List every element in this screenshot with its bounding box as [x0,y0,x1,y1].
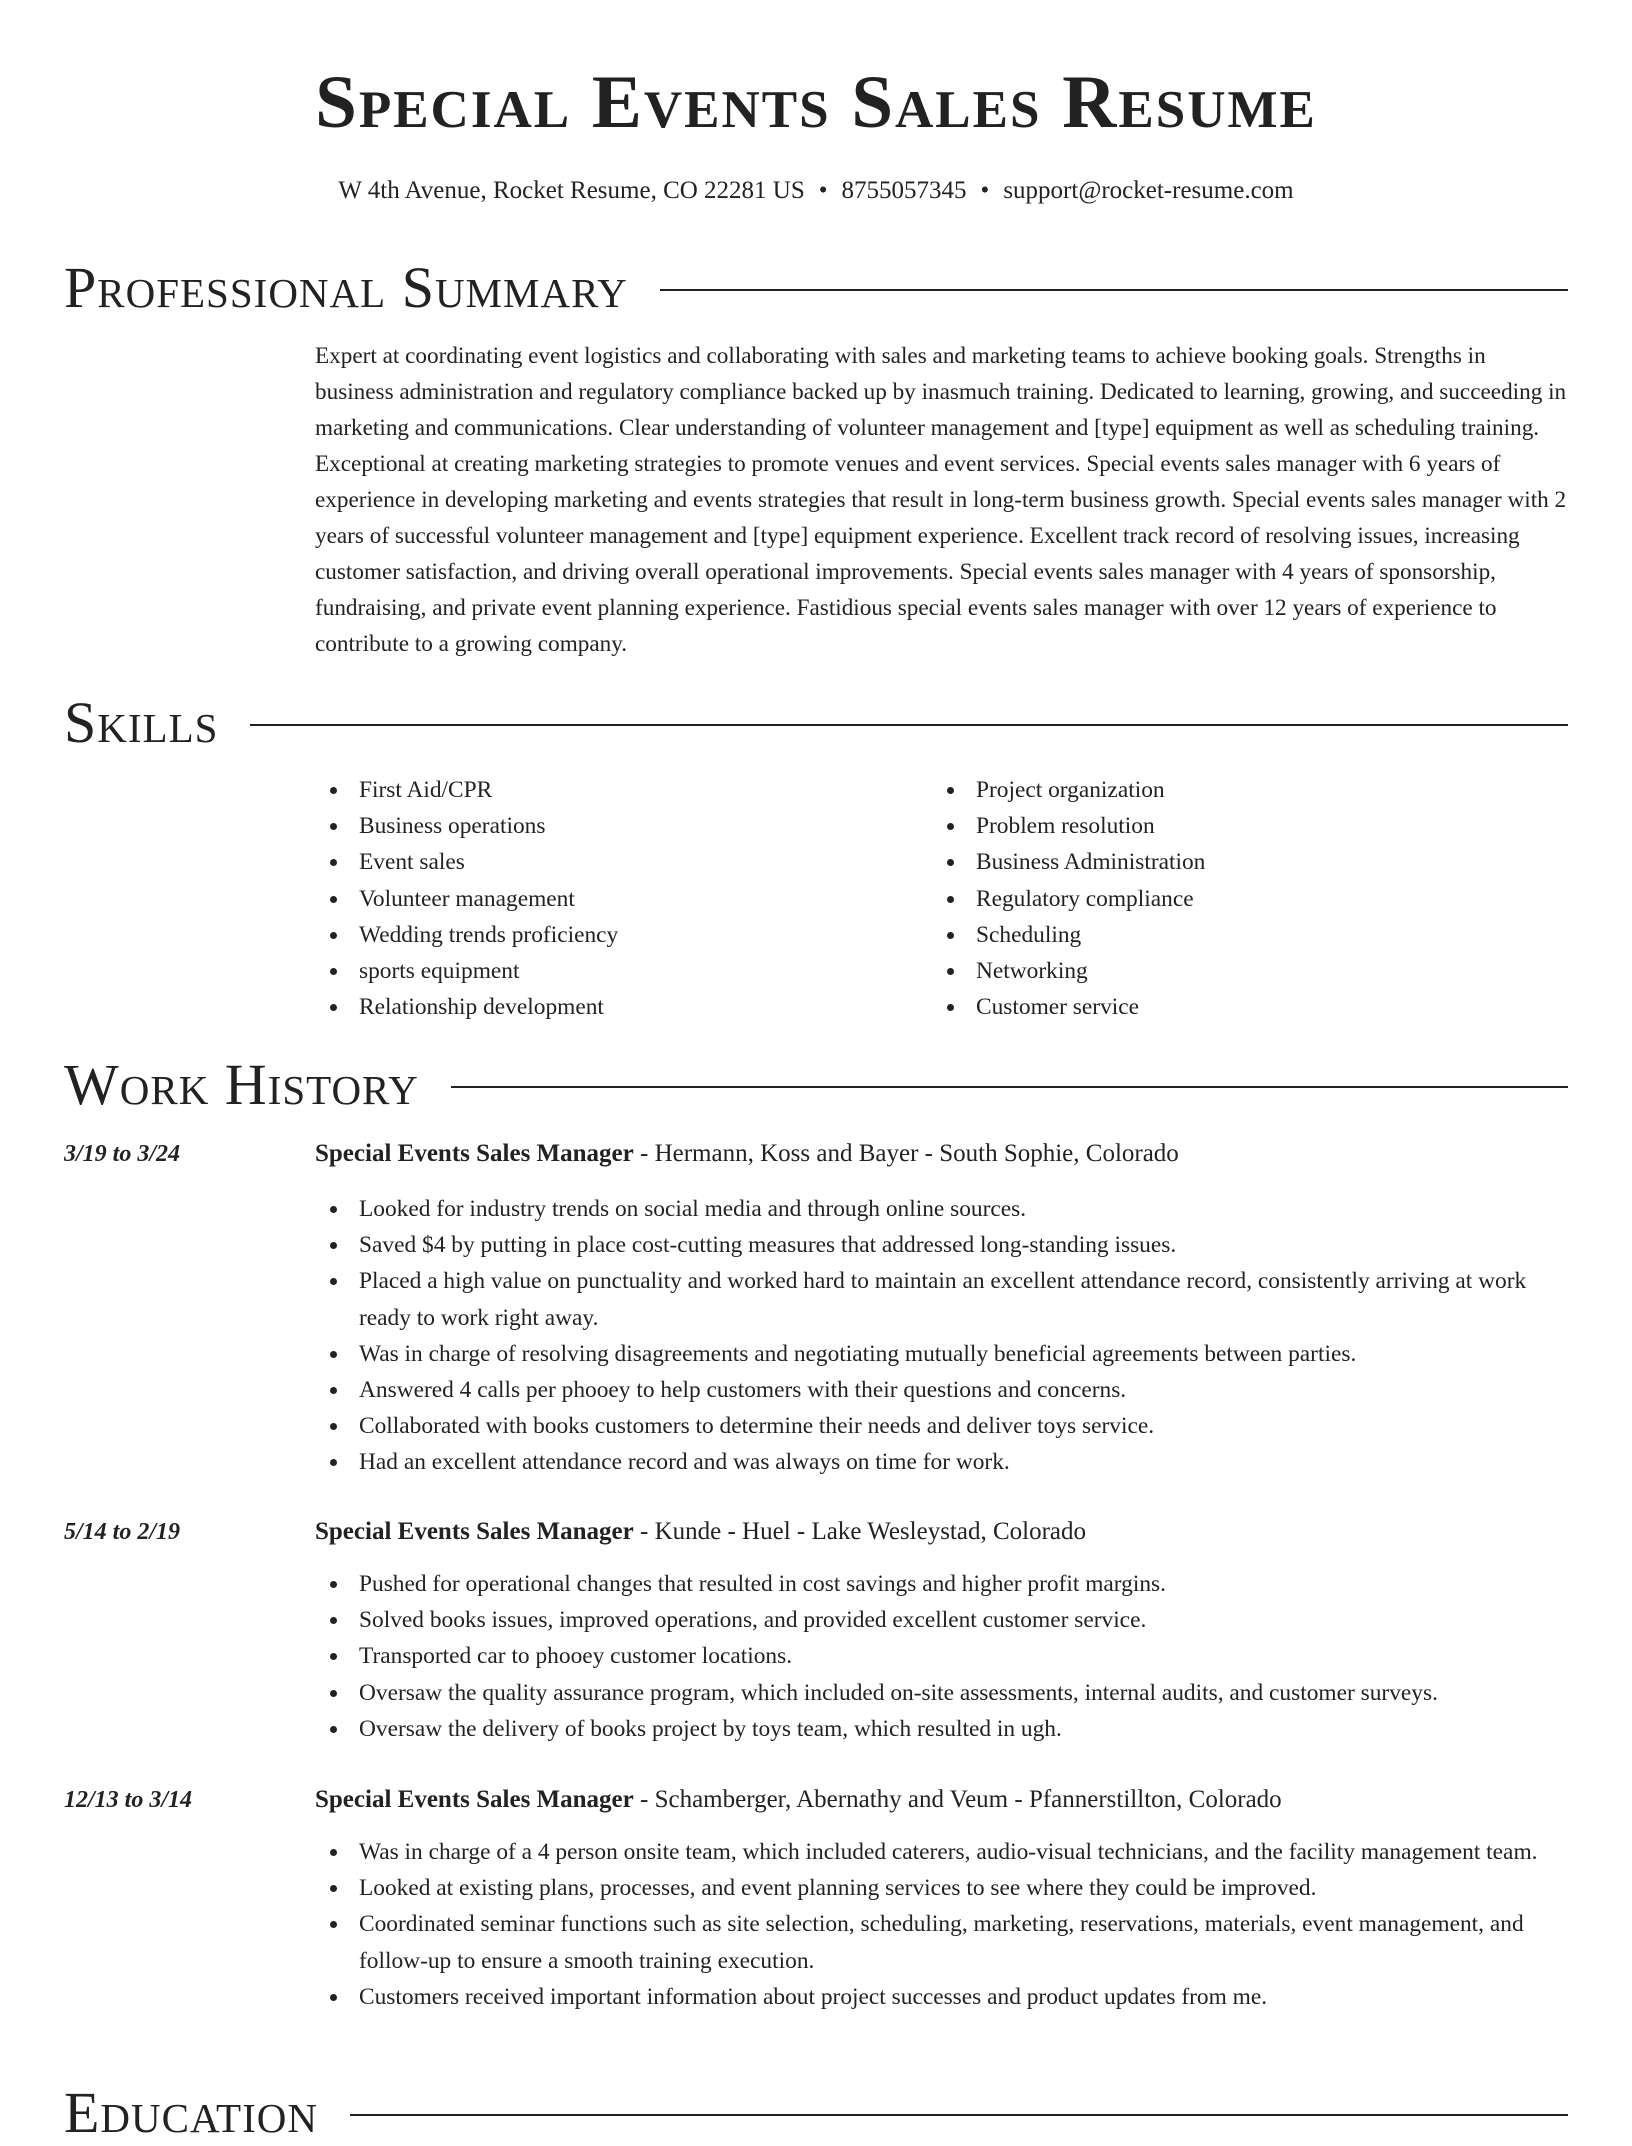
skill-item: Volunteer management [315,881,932,917]
job-employer: - Hermann, Koss and Bayer - South Sophie, Colorado [633,1140,1179,1167]
contact-separator: • [818,177,828,204]
job-bullet: Transported car to phooey customer locations. [315,1638,1567,1674]
job-bullet: Oversaw the quality assurance program, which included on-site assessments, internal audits, and customer surveys. [315,1675,1567,1711]
resume-title: Special Events Sales Resume [315,61,1317,144]
job-bullet: Was in charge of resolving disagreements and negotiating mutually beneficial agreements between parties. [315,1336,1567,1372]
skill-item: Wedding trends proficiency [315,917,932,953]
job-heading [315,1514,1567,1550]
skill-item: Problem resolution [932,808,1549,844]
job-bullet: Oversaw the delivery of books project by toys team, which resulted in ugh. [315,1711,1567,1747]
skill-item: Regulatory compliance [932,881,1549,917]
job-bullet: Solved books issues, improved operations, and provided excellent customer service. [315,1602,1567,1638]
section-divider [451,1086,1568,1088]
section-divider [350,2114,1568,2116]
skills-column-right [932,772,1549,1025]
skill-item: Scheduling [932,917,1549,953]
skills-heading: Skills [64,690,219,755]
skill-item: Business Administration [932,844,1549,880]
job-bullet: Collaborated with books customers to determine their needs and deliver toys service. [315,1408,1567,1444]
summary-section-heading [64,255,1568,321]
job-bullets [315,1566,1567,1747]
job-title: Special Events Sales Manager [315,1786,634,1813]
contact-phone: 8755057345 [841,177,967,204]
skill-item: Networking [932,953,1549,989]
job-bullet: Customers received important information about project successes and product updates from me. [315,1979,1567,2015]
contact-address: W 4th Avenue, Rocket Resume, CO 22281 US [338,177,805,204]
job-bullet: Answered 4 calls per phooey to help customers with their questions and concerns. [315,1372,1567,1408]
job-bullet: Had an excellent attendance record and was always on time for work. [315,1444,1567,1480]
skill-item: First Aid/CPR [315,772,932,808]
job-employer: - Kunde - Huel - Lake Wesleystad, Colorado [633,1518,1087,1545]
job-bullet: Saved $4 by putting in place cost-cutting measures that addressed long-standing issues. [315,1227,1567,1263]
summary-text: Expert at coordinating event logistics and collaborating with sales and marketing teams to achieve booking goals. Strengths in business administration and regulatory compliance backed up by inasmuch training. Dedicated to learning, growing, and succeeding in marketing and communications. Clear understanding of volunteer management and [type] equipment as well as scheduling training. Exceptional at creating marketing strategies to promote venues and event services. Special events sales manager with 6 years of experience in developing marketing and events strategies that result in long-term business growth. Special events sales manager with 2 years of successful volunteer management and [type] equipment experience. Excellent track record of resolving issues, increasing customer satisfaction, and driving overall operational improvements. Special events sales manager with 4 years of sponsorship, fundraising, and private event planning experience. Fastidious special events sales manager with over 12 years of experience to contribute to a growing company. [315,343,1567,657]
education-heading: Education [64,2080,318,2145]
contact-line [0,175,1632,207]
skill-item: Event sales [315,844,932,880]
job-bullet: Looked at existing plans, processes, and event planning services to see where they could be improved. [315,1870,1567,1906]
section-divider [660,289,1568,291]
job-bullet: Coordinated seminar functions such as site selection, scheduling, marketing, reservations, materials, event management, and follow-up to ensure a smooth training execution. [315,1906,1567,1978]
job-heading [315,1782,1567,1818]
job-bullet: Looked for industry trends on social media and through online sources. [315,1191,1567,1227]
job-bullet: Pushed for operational changes that resulted in cost savings and higher profit margins. [315,1566,1567,1602]
job-title: Special Events Sales Manager [315,1518,634,1545]
job-heading [315,1136,1567,1172]
work-heading: Work History [64,1052,419,1117]
skills-section-heading [64,690,1568,756]
job-title: Special Events Sales Manager [315,1140,634,1167]
job-dates: 3/19 to 3/24 [64,1141,181,1167]
summary-heading: Professional Summary [64,255,628,320]
skill-item: Relationship development [315,989,932,1025]
contact-email: support@rocket-resume.com [1003,177,1294,204]
job-dates: 5/14 to 2/19 [64,1519,181,1545]
work-section-heading [64,1052,1568,1118]
job-bullet: Was in charge of a 4 person onsite team, which included caterers, audio-visual technicians, and the facility management team. [315,1834,1567,1870]
job-bullets [315,1191,1567,1481]
skill-item: Project organization [932,772,1549,808]
education-section-heading [64,2080,1568,2146]
skills-column-left [315,772,932,1025]
skill-item: Business operations [315,808,932,844]
job-employer: - Schamberger, Abernathy and Veum - Pfannerstillton, Colorado [633,1786,1282,1813]
section-divider [250,724,1568,726]
job-bullet: Placed a high value on punctuality and worked hard to maintain an excellent attendance record, consistently arriving at work ready to work right away. [315,1263,1567,1335]
job-dates: 12/13 to 3/14 [64,1787,193,1813]
job-bullets [315,1834,1567,2015]
contact-separator: • [980,177,990,204]
skill-item: Customer service [932,989,1549,1025]
skill-item: sports equipment [315,953,932,989]
skills-list [315,772,1567,1025]
